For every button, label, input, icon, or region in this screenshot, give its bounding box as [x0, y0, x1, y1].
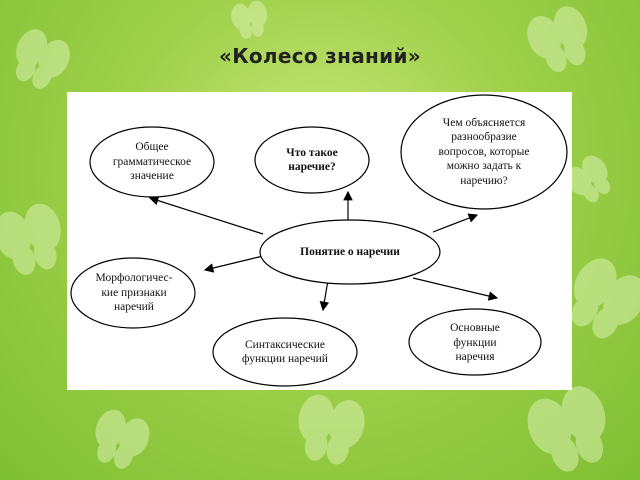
label-general-meaning: Общее грамматическое значение	[112, 141, 192, 183]
arrow-to-morphological	[205, 256, 263, 270]
node-variety-questions	[401, 95, 567, 209]
node-syntactic	[213, 318, 357, 386]
label-what-is-adverb: Что такое наречие?	[286, 146, 338, 173]
arrow-to-main-functions	[413, 278, 497, 298]
slide-title: «Колесо знаний»	[219, 44, 421, 68]
label-morphological: Морфологичес- кие признаки наречий	[95, 272, 173, 314]
label-syntactic: Синтаксические функции наречий	[242, 338, 328, 365]
arrow-to-syntactic	[323, 280, 328, 310]
node-main-functions	[409, 309, 541, 375]
arrow-to-general-meaning	[150, 198, 263, 234]
diagram-panel	[67, 92, 572, 390]
node-general-meaning	[90, 127, 214, 197]
node-what-is-adverb	[255, 127, 369, 193]
node-morphological	[71, 258, 195, 328]
label-variety-questions: Чем объясняется разнообразие вопросов, которые можно задать к наречию?	[438, 117, 530, 187]
label-center: Понятие о наречии	[300, 245, 400, 258]
concept-map-diagram	[67, 92, 572, 390]
label-main-functions: Основные функции наречия	[450, 322, 500, 364]
node-center	[260, 220, 440, 284]
arrow-to-variety-questions	[433, 215, 477, 232]
